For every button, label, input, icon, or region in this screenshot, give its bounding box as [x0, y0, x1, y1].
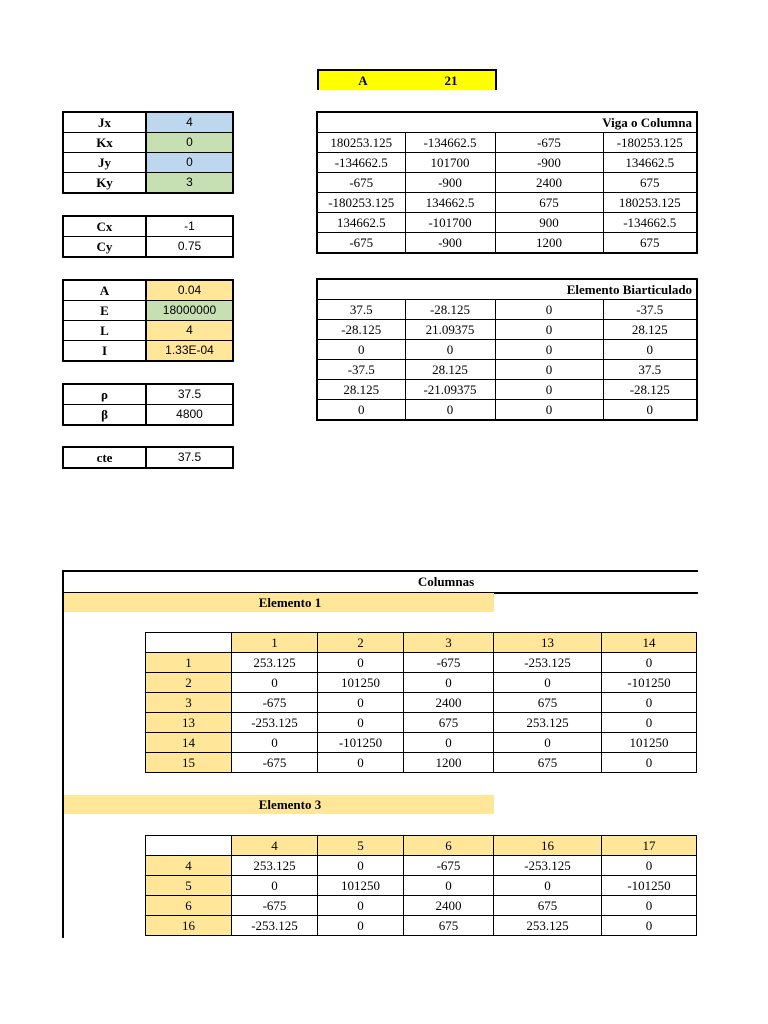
element-row: [146, 896, 697, 916]
param-value[interactable]: 37.5: [146, 447, 233, 468]
matrix-cell[interactable]: 134662.5: [405, 193, 495, 213]
param-value[interactable]: 0.75: [146, 237, 233, 258]
element-row: [146, 753, 697, 773]
element-cell[interactable]: 0: [602, 693, 697, 713]
element-cell[interactable]: 0: [602, 916, 697, 936]
param-label: ρ: [63, 384, 146, 405]
elemento1-matrix: [145, 632, 697, 773]
matrix-cell[interactable]: 900: [495, 213, 603, 233]
matrix-cell[interactable]: 28.125: [603, 320, 697, 340]
matrix-cell[interactable]: -900: [405, 233, 495, 254]
elemento3-title: Elemento 3: [258, 797, 322, 812]
element-cell[interactable]: -675: [232, 896, 318, 916]
param-row: [63, 384, 233, 405]
params-cosines-table: [62, 215, 234, 258]
matrix-cell[interactable]: -675: [317, 233, 405, 254]
column-header: 17: [602, 836, 697, 856]
elemento3-matrix: [145, 835, 697, 936]
element-cell[interactable]: 675: [404, 713, 494, 733]
param-label: Cx: [63, 216, 146, 237]
matrix-cell[interactable]: 21.09375: [405, 320, 495, 340]
element-row: [146, 673, 697, 693]
element-cell[interactable]: 675: [494, 753, 602, 773]
columnas-title: Columnas: [417, 574, 475, 589]
element-cell[interactable]: -253.125: [494, 653, 602, 673]
param-value[interactable]: 18000000: [146, 301, 233, 321]
elemento1-banner: [64, 593, 494, 612]
element-cell[interactable]: 0: [318, 693, 404, 713]
matrix-cell[interactable]: 28.125: [317, 380, 405, 400]
biarticulado-matrix: [316, 278, 698, 421]
matrix-cell[interactable]: -675: [495, 133, 603, 153]
row-header: 3: [146, 693, 232, 713]
column-header: 4: [232, 836, 318, 856]
element-cell[interactable]: 0: [232, 673, 318, 693]
matrix-cell[interactable]: -101700: [405, 213, 495, 233]
element-cell[interactable]: 0: [602, 653, 697, 673]
element-cell[interactable]: 0: [494, 673, 602, 693]
column-header: 2: [318, 633, 404, 653]
matrix-cell[interactable]: 2400: [495, 173, 603, 193]
element-cell[interactable]: 2400: [404, 693, 494, 713]
param-label: E: [63, 301, 146, 321]
element-cell[interactable]: 0: [318, 753, 404, 773]
top-label: A: [358, 73, 368, 88]
element-cell[interactable]: 0: [494, 876, 602, 896]
params-section-table: [62, 279, 234, 362]
param-value[interactable]: -1: [146, 216, 233, 237]
matrix-cell[interactable]: 675: [603, 173, 697, 193]
param-value[interactable]: 1.33E-04: [146, 341, 233, 362]
element-row: [146, 713, 697, 733]
element-cell[interactable]: 0: [404, 733, 494, 753]
element-cell[interactable]: 101250: [318, 876, 404, 896]
column-header: 16: [494, 836, 602, 856]
element-cell[interactable]: 0: [318, 653, 404, 673]
element-row: [146, 693, 697, 713]
params-joints-table: [62, 111, 234, 194]
element-cell[interactable]: 1200: [404, 753, 494, 773]
matrix-title-row: [317, 279, 697, 300]
element-cell[interactable]: 0: [318, 896, 404, 916]
param-row: [63, 301, 233, 321]
matrix-title: Elemento Biarticulado: [317, 279, 697, 300]
corner-cell: [146, 633, 232, 653]
element-cell[interactable]: 0: [602, 856, 697, 876]
element-header-row: [146, 633, 697, 653]
element-cell[interactable]: 675: [494, 896, 602, 916]
param-label: β: [63, 405, 146, 426]
param-row: [63, 447, 233, 468]
matrix-cell[interactable]: -134662.5: [317, 153, 405, 173]
matrix-cell[interactable]: 134662.5: [317, 213, 405, 233]
element-cell[interactable]: -101250: [602, 673, 697, 693]
element-cell[interactable]: 0: [318, 713, 404, 733]
element-row: [146, 856, 697, 876]
matrix-cell[interactable]: 37.5: [603, 360, 697, 380]
element-cell[interactable]: 0: [494, 733, 602, 753]
matrix-cell[interactable]: -675: [317, 173, 405, 193]
row-header: 16: [146, 916, 232, 936]
element-cell[interactable]: 253.125: [232, 856, 318, 876]
element-cell[interactable]: -253.125: [232, 916, 318, 936]
matrix-row: [317, 233, 697, 254]
matrix-cell[interactable]: -180253.125: [603, 133, 697, 153]
element-cell[interactable]: 0: [232, 876, 318, 896]
matrix-cell[interactable]: 0: [405, 340, 495, 360]
params-rho-beta-table: [62, 383, 234, 426]
element-cell[interactable]: 0: [404, 673, 494, 693]
element-cell[interactable]: 0: [602, 713, 697, 733]
matrix-cell[interactable]: -134662.5: [405, 133, 495, 153]
param-label: Cy: [63, 237, 146, 258]
element-cell[interactable]: -675: [404, 856, 494, 876]
row-header: 13: [146, 713, 232, 733]
element-cell[interactable]: -101250: [318, 733, 404, 753]
row-header: 15: [146, 753, 232, 773]
matrix-title-row: [317, 112, 697, 133]
viga-matrix: [316, 111, 698, 254]
param-row: [63, 112, 233, 133]
param-value[interactable]: 0: [146, 133, 233, 153]
matrix-cell[interactable]: 37.5: [317, 300, 405, 320]
param-row: [63, 405, 233, 426]
element-cell[interactable]: -101250: [602, 876, 697, 896]
param-label: cte: [63, 447, 146, 468]
element-row: [146, 916, 697, 936]
param-value[interactable]: 4: [146, 321, 233, 341]
matrix-cell[interactable]: 0: [495, 360, 603, 380]
column-header: 14: [602, 633, 697, 653]
matrix-cell[interactable]: -28.125: [317, 320, 405, 340]
matrix-cell[interactable]: 28.125: [405, 360, 495, 380]
element-cell[interactable]: 0: [602, 896, 697, 916]
element-cell[interactable]: -675: [232, 753, 318, 773]
param-row: [63, 341, 233, 362]
matrix-cell[interactable]: -180253.125: [317, 193, 405, 213]
matrix-cell[interactable]: 0: [603, 400, 697, 421]
param-row: [63, 173, 233, 194]
element-row: [146, 876, 697, 896]
matrix-cell[interactable]: 180253.125: [603, 193, 697, 213]
matrix-cell[interactable]: -28.125: [603, 380, 697, 400]
matrix-cell[interactable]: 0: [603, 340, 697, 360]
matrix-cell[interactable]: 0: [495, 320, 603, 340]
element-cell[interactable]: 2400: [404, 896, 494, 916]
element-cell[interactable]: -253.125: [232, 713, 318, 733]
element-cell[interactable]: 253.125: [232, 653, 318, 673]
element-row: [146, 733, 697, 753]
matrix-cell[interactable]: 0: [317, 400, 405, 421]
matrix-cell[interactable]: -28.125: [405, 300, 495, 320]
matrix-cell[interactable]: 134662.5: [603, 153, 697, 173]
matrix-cell[interactable]: 0: [495, 380, 603, 400]
element-cell[interactable]: -253.125: [494, 856, 602, 876]
element-cell[interactable]: 101250: [318, 673, 404, 693]
matrix-row: [317, 193, 697, 213]
element-cell[interactable]: -675: [404, 653, 494, 673]
top-value: 21: [444, 73, 458, 88]
matrix-cell[interactable]: 180253.125: [317, 133, 405, 153]
matrix-row: [317, 360, 697, 380]
matrix-cell[interactable]: -134662.5: [603, 213, 697, 233]
param-label: A: [63, 280, 146, 301]
param-value[interactable]: 4: [146, 112, 233, 133]
element-cell[interactable]: 0: [404, 876, 494, 896]
element-cell[interactable]: 253.125: [494, 916, 602, 936]
row-header: 14: [146, 733, 232, 753]
param-row: [63, 237, 233, 258]
matrix-cell[interactable]: 1200: [495, 233, 603, 254]
matrix-cell[interactable]: 101700: [405, 153, 495, 173]
matrix-cell[interactable]: 675: [495, 193, 603, 213]
matrix-cell[interactable]: -37.5: [603, 300, 697, 320]
matrix-row: [317, 380, 697, 400]
elemento3-banner: [64, 795, 494, 814]
element-header-row: [146, 836, 697, 856]
matrix-row: [317, 173, 697, 193]
matrix-cell[interactable]: -21.09375: [405, 380, 495, 400]
element-cell[interactable]: 0: [318, 856, 404, 876]
param-row: [63, 321, 233, 341]
param-row: [63, 216, 233, 237]
matrix-cell[interactable]: 0: [495, 340, 603, 360]
column-header: 6: [404, 836, 494, 856]
param-label: I: [63, 341, 146, 362]
param-value[interactable]: 0: [146, 153, 233, 173]
matrix-row: [317, 213, 697, 233]
matrix-cell[interactable]: 675: [603, 233, 697, 254]
matrix-title: Viga o Columna: [317, 112, 697, 133]
matrix-cell[interactable]: -37.5: [317, 360, 405, 380]
columnas-left-border: [62, 592, 64, 938]
column-header: 13: [494, 633, 602, 653]
element-cell[interactable]: 253.125: [494, 713, 602, 733]
row-header: 2: [146, 673, 232, 693]
row-header: 6: [146, 896, 232, 916]
element-cell[interactable]: 675: [494, 693, 602, 713]
param-label: Jx: [63, 112, 146, 133]
matrix-cell[interactable]: 0: [405, 400, 495, 421]
element-cell[interactable]: -675: [232, 693, 318, 713]
param-value[interactable]: 3: [146, 173, 233, 194]
param-label: L: [63, 321, 146, 341]
element-cell[interactable]: 0: [318, 916, 404, 936]
matrix-cell[interactable]: -900: [495, 153, 603, 173]
matrix-cell[interactable]: 0: [495, 300, 603, 320]
elemento1-title: Elemento 1: [258, 595, 322, 610]
matrix-row: [317, 153, 697, 173]
element-row: [146, 653, 697, 673]
element-cell[interactable]: 675: [404, 916, 494, 936]
matrix-row: [317, 340, 697, 360]
param-row: [63, 280, 233, 301]
param-label: Jy: [63, 153, 146, 173]
column-header: 1: [232, 633, 318, 653]
matrix-cell[interactable]: 0: [495, 400, 603, 421]
matrix-row: [317, 300, 697, 320]
row-header: 4: [146, 856, 232, 876]
columnas-header: [62, 570, 698, 594]
param-row: [63, 153, 233, 173]
element-cell[interactable]: 101250: [602, 733, 697, 753]
element-cell[interactable]: 0: [232, 733, 318, 753]
param-label: Ky: [63, 173, 146, 194]
param-value[interactable]: 4800: [146, 405, 233, 426]
param-row: [63, 133, 233, 153]
column-header: 5: [318, 836, 404, 856]
matrix-row: [317, 133, 697, 153]
param-value[interactable]: 37.5: [146, 384, 233, 405]
matrix-cell[interactable]: 0: [317, 340, 405, 360]
top-highlight: [317, 69, 497, 90]
param-value[interactable]: 0.04: [146, 280, 233, 301]
element-cell[interactable]: 0: [602, 753, 697, 773]
params-cte-table: [62, 446, 234, 469]
matrix-cell[interactable]: -900: [405, 173, 495, 193]
matrix-row: [317, 320, 697, 340]
column-header: 3: [404, 633, 494, 653]
corner-cell: [146, 836, 232, 856]
row-header: 5: [146, 876, 232, 896]
row-header: 1: [146, 653, 232, 673]
param-label: Kx: [63, 133, 146, 153]
matrix-row: [317, 400, 697, 421]
